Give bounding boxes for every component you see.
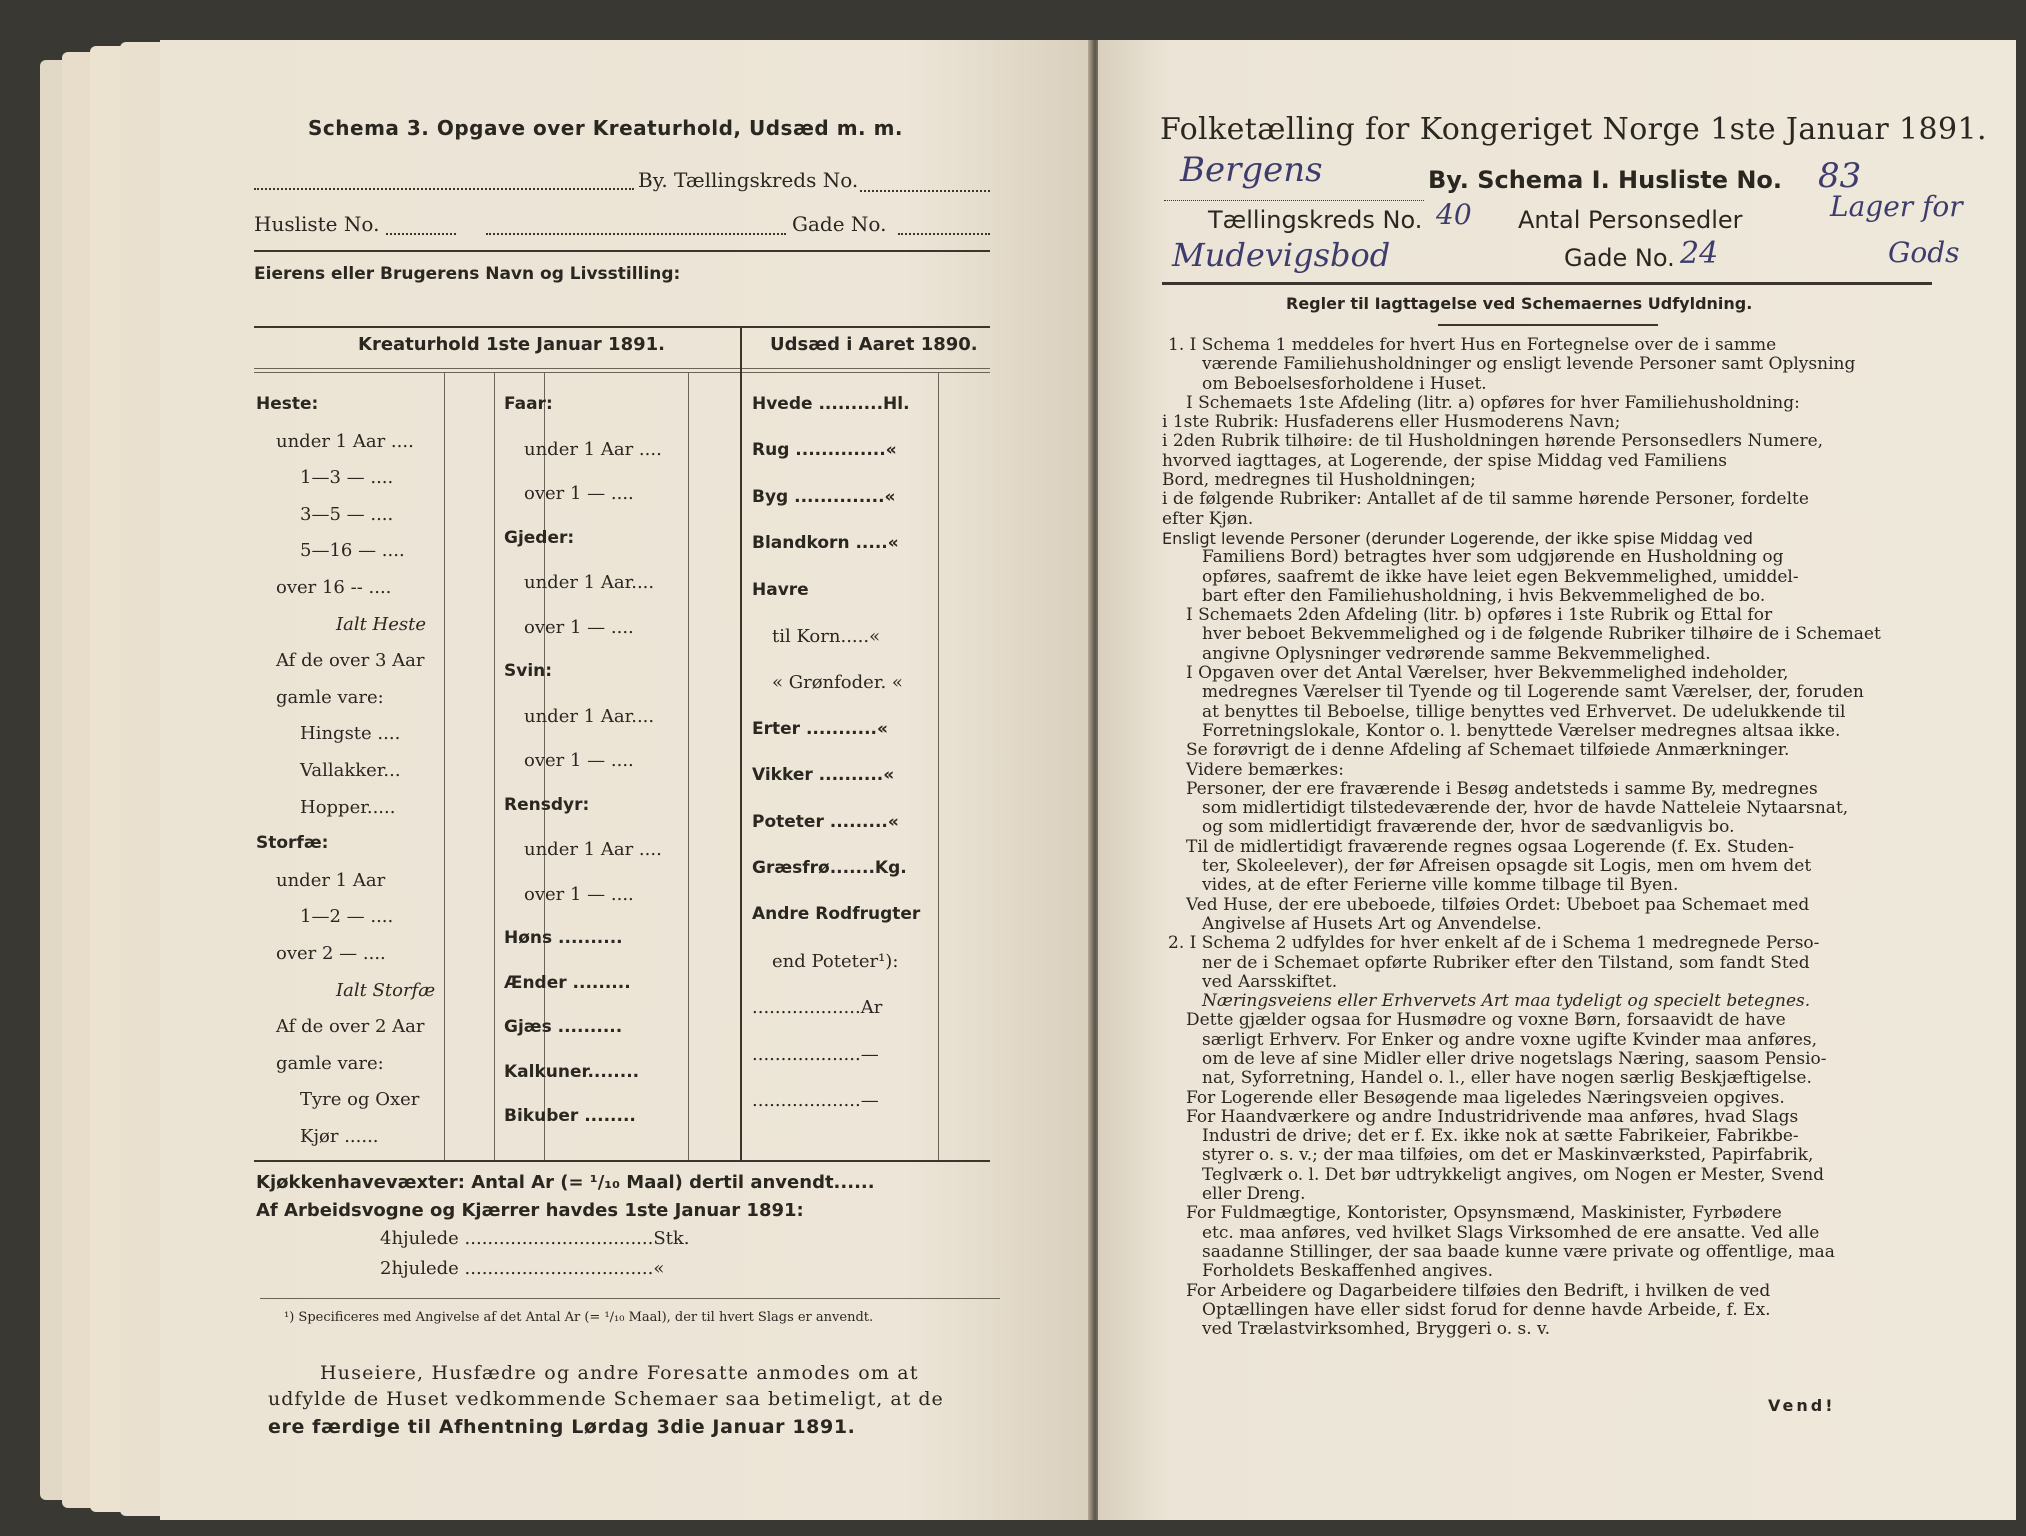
rule-line: hver beboet Bekvemmelighed og i de følgende Rubriker tilhøire de i Schemaet [1202,624,1881,645]
form-row: Hopper..... [300,796,396,818]
handwritten-gade-no: 24 [1680,236,1719,271]
closing-line-3: ere færdige til Afhentning Lørdag 3die Januar 1891. [268,1416,856,1438]
arbeidsvogne-label: Af Arbeidsvogne og Kjærrer havdes 1ste Januar 1891: [256,1200,804,1221]
rules-text [1162,336,1962,1339]
rule-line: om Beboelsesforholdene i Huset. [1202,373,1487,394]
form-row: Gjeder: [504,527,575,548]
form-row: 1—3 — .... [300,467,394,489]
handwritten-husliste-no: 83 [1818,156,1862,196]
form-row: Af de over 3 Aar [276,650,425,672]
handwritten-by: Bergens [1180,150,1323,190]
form-row: Erter ...........« [752,718,888,739]
form-row: til Korn.....« [772,626,881,647]
form-row: Høns .......... [504,928,623,948]
closing-line-1: Huseiere, Husfædre og andre Foresatte anmodes om at [320,1362,919,1384]
udsaed-header: Udsæd i Aaret 1890. [770,334,978,355]
form-row: Havre [752,579,809,600]
rule-line: om de leve af sine Midler eller drive nogetslags Næring, saasom Pensio- [1202,1048,1827,1069]
vend-label: Vend! [1768,1396,1836,1415]
taellingskreds-label: Tællingskreds No. [1208,206,1423,234]
rule-line: ner de i Schemaet opførte Rubriker efter den Tilstand, som fandt Sted [1202,952,1810,973]
rule-line: ved Aarsskiftet. [1202,971,1338,992]
rule-line: styrer o. s. v.; der maa tilføies, om det er Maskinværksted, Papirfabrik, [1202,1145,1814,1166]
rule-line: 1. I Schema 1 meddeles for hvert Hus en Fortegnelse over de i samme [1168,335,1777,355]
form-row: under 1 Aar.... [524,705,655,727]
schema1-husliste-label: By. Schema I. Husliste No. [1428,166,1783,194]
rule-line: Forretningslokale, Kontor o. l. benyttede Værelser medregnes altsaa ikke. [1202,720,1841,741]
right-page [1098,40,2016,1520]
rule-line: ved Trælastvirksomhed, Bryggeri o. s. v. [1202,1319,1551,1340]
form-row: Kjør ...... [300,1126,379,1147]
form-row: Bikuber ........ [504,1106,636,1126]
form-row: Poteter .........« [752,811,899,832]
kjokkenhave-text: Kjøkkenhavevæxter: Antal Ar (= ¹/₁₀ Maal) dertil anvendt...... [256,1172,875,1193]
kjokkenhave-line [256,1172,875,1193]
rule-line: Næringsveiens eller Erhvervets Art maa tydeligt og specielt betegnes. [1202,991,1811,1012]
rule-line: 2. I Schema 2 udfyldes for hver enkelt af de i Schema 1 medregnede Perso- [1168,933,1820,954]
form-row: Andre Rodfrugter [752,904,921,925]
rule-line: vides, at de efter Ferierne ville komme tilbage til Byen. [1202,875,1679,896]
form-row: ...................Ar [752,997,883,1019]
rule-line: at benyttes til Beboelse, tillige benyttes ved Erhvervet. De udelukkende til [1202,701,1846,722]
form-row: under 1 Aar [276,869,386,891]
handwritten-gade: Mudevigsbod [1172,236,1391,274]
form-row: gamle vare: [276,1052,384,1074]
form-row: gamle vare: [276,686,384,708]
rule-line: hvorved iagttages, at Logerende, der spise Middag ved Familiens [1162,450,1727,471]
husliste-label: Husliste No. [254,212,380,236]
left-page [160,40,1090,1520]
rule-line: Forholdets Beskaffenhed angives. [1202,1261,1494,1282]
form-row: under 1 Aar.... [524,572,655,593]
rule-line: Ensligt levende Personer (derunder Logerende, der ikke spise Middag ved [1162,528,1753,548]
form-row: Hingste .... [300,723,401,745]
census-title: Folketælling for Kongeriget Norge 1ste Januar 1891. [1160,112,1987,147]
rule-line: I Opgaven over det Antal Værelser, hver Bekvemmelighed indeholder, [1186,663,1789,684]
rule-line: etc. maa anføres, ved hvilket Slags Virksomhed de ere ansatte. Ved alle [1202,1222,1820,1243]
form-row: Ialt Storfæ [336,979,436,1001]
rule-line: Angivelse af Husets Art og Anvendelse. [1202,913,1542,934]
form-row: Byg ..............« [752,486,896,507]
rule-line: efter Kjøn. [1162,508,1254,529]
form-row: Heste: [256,394,319,414]
rule-line: medregnes Værelser til Tyende og til Logerende samt Værelser, der, foruden [1202,682,1864,703]
handwritten-kreds-no: 40 [1436,198,1472,231]
rule-line: For Fuldmægtige, Kontorister, Opsynsmænd, Maskinister, Fyrbødere [1186,1203,1782,1224]
form-row: Ialt Heste [336,613,427,635]
form-row: Vallakker... [300,760,401,781]
form-row: Gjæs .......... [504,1017,623,1037]
rule-line: opføres, saafremt de ikke have leiet egen Bekvemmelighed, umiddel- [1202,566,1799,587]
form-row: Rug ..............« [752,440,897,461]
rule-line: særligt Erhverv. For Enker og andre voxne ugifte Kvinder maa anføres, [1202,1029,1818,1050]
rule-line: Til de midlertidigt fraværende regnes ogsaa Logerende (f. Ex. Studen- [1186,836,1795,857]
rule-line: angivne Oplysninger vedrørende samme Bekvemmelighed. [1202,643,1711,664]
rule-line: i 1ste Rubrik: Husfaderens eller Husmoderens Navn; [1162,412,1621,433]
rule-line: nat, Syforretning, Handel o. l., eller have nogen særlig Beskjæftigelse. [1202,1068,1812,1089]
rules-title: Regler til Iagttagelse ved Schemaernes Udfyldning. [1286,294,1753,313]
form-row: ...................— [752,1043,879,1065]
form-row: Storfæ: [256,833,329,854]
form-row: 1—2 — .... [300,906,394,928]
form-row: Blandkorn .....« [752,533,899,554]
rule-line: værende Familiehusholdninger og ensligt levende Personer samt Oplysning [1202,354,1856,375]
form-row: over 1 — .... [524,483,634,504]
rule-line: som midlertidigt tilstedeværende der, hvor de havde Natteleie Nytaarsnat, [1202,798,1849,819]
gade-no-label: Gade No. [1564,244,1675,272]
rule-line: For Logerende eller Besøgende maa ligeledes Næringsveien opgives. [1186,1087,1785,1108]
form-row: Hvede ..........Hl. [752,394,910,414]
rule-line: Optællingen have eller sidst forud for denne havde Arbeide, f. Ex. [1202,1299,1771,1320]
form-row: Vikker ..........« [752,765,895,786]
form-row: under 1 Aar .... [276,430,414,452]
kreaturhold-header: Kreaturhold 1ste Januar 1891. [358,334,665,355]
rule-line: i 2den Rubrik tilhøire: de til Husholdningen hørende Personsedlers Numere, [1162,431,1824,452]
rule-line: I Schemaets 1ste Afdeling (litr. a) opføres for hver Familiehusholdning: [1186,392,1800,413]
form-row: Tyre og Oxer [300,1089,420,1111]
rule-line: og som midlertidigt fraværende der, hvor de sædvanligvis bo. [1202,817,1735,838]
rule-line: bart efter den Familiehusholdning, i hvis Bekvemmelighed de bo. [1202,585,1766,606]
by-label: By. Tællingskreds No. [638,168,859,192]
to-hjulede-line: 2hjulede .................................« [380,1258,665,1279]
handwritten-antal: Lager for [1830,190,1963,223]
rule-line: Bord, medregnes til Husholdningen; [1162,470,1476,491]
closing-line-2: udfylde de Huset vedkommende Schemaer saa betimeligt, at de [268,1388,944,1410]
rule-line: Dette gjælder ogsaa for Husmødre og voxne Børn, forsaavidt de have [1186,1010,1786,1031]
rule-line: saadanne Stillinger, der saa baade kunne være private og offentlige, maa [1202,1241,1835,1262]
form-row: Ænder ......... [504,972,631,993]
form-row: Faar: [504,394,553,414]
rule-line: For Arbeidere og Dagarbeidere tilføies den Bedrift, i hvilken de ved [1186,1280,1771,1301]
eier-label: Eierens eller Brugerens Navn og Livsstilling: [254,264,681,284]
rule-line: Teglværk o. l. Det bør udtrykkeligt angives, om Nogen er Mester, Svend [1202,1164,1825,1185]
rule-line: Videre bemærkes: [1186,759,1344,780]
rule-line: Ved Huse, der ere ubeboede, tilføies Ordet: Ubeboet paa Schemaet med [1186,894,1810,915]
form-row: Rensdyr: [504,794,590,815]
schema3-title: Schema 3. Opgave over Kreaturhold, Udsæd m. m. [308,116,904,140]
form-row: under 1 Aar .... [524,438,662,460]
form-row: 3—5 — .... [300,503,394,525]
form-row: Af de over 2 Aar [276,1016,425,1038]
rule-line: For Haandværkere og andre Industridrivende maa anføres, hvad Slags [1186,1106,1799,1127]
rule-line: eller Dreng. [1202,1184,1306,1205]
form-row: over 2 — .... [276,943,386,964]
footnote: ¹) Specificeres med Angivelse af det Antal Ar (= ¹/₁₀ Maal), der til hvert Slags er anvendt. [284,1310,874,1325]
rule-line: I Schemaets 2den Afdeling (litr. b) opføres i 1ste Rubrik og Ettal for [1186,605,1773,626]
form-row: Kalkuner........ [504,1061,640,1082]
gade-label: Gade No. [792,212,887,236]
rule-line: Familiens Bord) betragtes hver som udgjørende en Husholdning og [1202,547,1784,568]
form-row: ...................— [752,1090,879,1111]
antal-personsedler-label: Antal Personsedler [1518,206,1743,234]
form-row: 5—16 — .... [300,540,405,562]
rule-line: Personer, der ere fraværende i Besøg andetsteds i samme By, medregnes [1186,778,1818,799]
rule-line: Industri de drive; det er f. Ex. ikke nok at sætte Fabrikeier, Fabrikbe- [1202,1126,1799,1147]
rule-line: Se forøvrigt de i denne Afdeling af Schemaet tilføiede Anmærkninger. [1186,740,1790,761]
rule-line: i de følgende Rubriker: Antallet af de til samme hørende Personer, fordelte [1162,489,1809,510]
form-row: end Poteter¹): [772,950,899,972]
form-row: Svin: [504,661,553,681]
form-row: over 16 -- .... [276,577,392,598]
rule-line: ter, Skoleelever), der før Afreisen opsagde sit Logis, men om hvem det [1202,856,1812,877]
form-row: under 1 Aar .... [524,839,662,860]
form-row: over 1 — .... [524,883,634,905]
form-row: over 1 — .... [524,750,634,771]
form-row: Græsfrø.......Kg. [752,858,907,878]
fire-hjulede-line: 4hjulede .................................Stk. [380,1228,690,1249]
handwritten-antal-2: Gods [1888,236,1960,269]
form-row: « Grønfoder. « [772,672,903,694]
form-row: over 1 — .... [524,616,634,638]
